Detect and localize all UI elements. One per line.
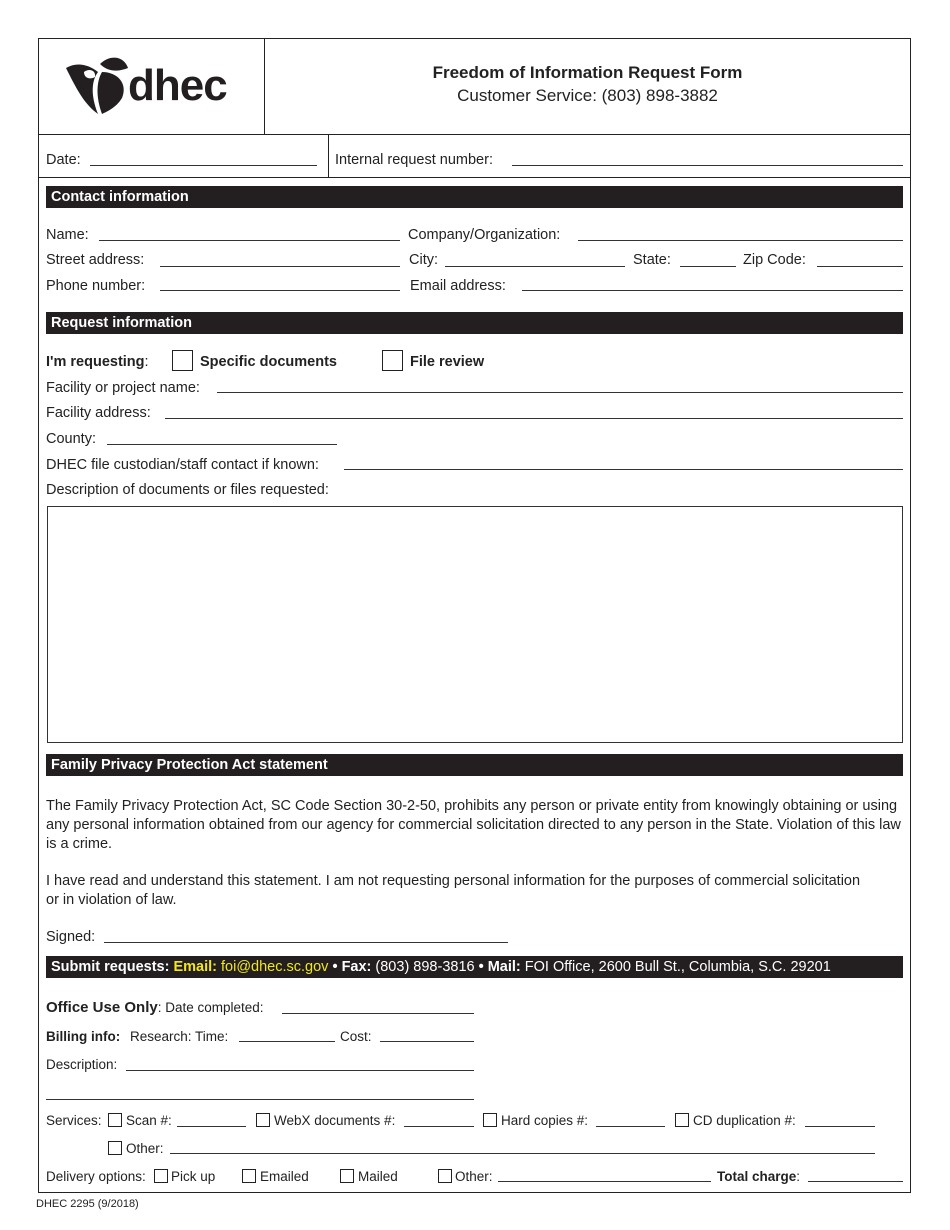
- webx-label: WebX documents #:: [274, 1113, 396, 1128]
- specific-documents-checkbox[interactable]: [172, 350, 193, 371]
- scan-checkbox[interactable]: [108, 1113, 122, 1127]
- cost-label: Cost:: [340, 1029, 372, 1044]
- privacy-paragraph-2: I have read and understand this statement. I am not requesting personal information for the purposes of commercial solicitation or in violation of law.: [46, 873, 861, 908]
- date-field[interactable]: [90, 165, 317, 166]
- internal-request-field[interactable]: [512, 165, 903, 166]
- street-label: Street address:: [46, 252, 145, 268]
- request-heading: Request information: [46, 312, 903, 334]
- research-time-field[interactable]: [239, 1041, 335, 1042]
- pickup-checkbox[interactable]: [154, 1169, 168, 1183]
- state-label: State:: [633, 252, 671, 268]
- office-description-field-2[interactable]: [46, 1099, 474, 1100]
- date-row-divider: [328, 134, 329, 177]
- delivery-other-checkbox[interactable]: [438, 1169, 452, 1183]
- requesting-label: [46, 354, 149, 370]
- delivery-other-field[interactable]: [498, 1181, 711, 1182]
- cd-checkbox[interactable]: [675, 1113, 689, 1127]
- specific-documents-label: Specific documents: [200, 354, 337, 370]
- email-label: Email address:: [410, 278, 506, 294]
- billing-row: [46, 1029, 120, 1044]
- requesting-text: I'm requesting: [46, 354, 145, 370]
- total-charge-field[interactable]: [808, 1181, 903, 1182]
- research-time-label: Research: Time:: [130, 1029, 229, 1044]
- date-completed-field[interactable]: [282, 1013, 474, 1014]
- name-label: Name:: [46, 227, 89, 243]
- billing-label: Billing info:: [46, 1029, 121, 1044]
- header-divider-horizontal: [38, 134, 911, 135]
- webx-field[interactable]: [404, 1126, 474, 1127]
- mailed-label: Mailed: [358, 1169, 398, 1184]
- email-field[interactable]: [522, 290, 903, 291]
- name-field[interactable]: [99, 240, 400, 241]
- mail-label: • Mail:: [478, 959, 521, 975]
- phone-label: Phone number:: [46, 278, 146, 294]
- privacy-heading: Family Privacy Protection Act statement: [46, 754, 903, 776]
- zip-field[interactable]: [817, 266, 903, 267]
- fax-number: (803) 898-3816: [371, 959, 479, 975]
- privacy-paragraph-1: The Family Privacy Protection Act, SC Code Section 30-2-50, prohibits any person or private entity from knowingly obtaining or using any personal information obtained from our agency for commercial solicitation directed to any person in the State. Violation of this law is a crime.: [46, 798, 901, 852]
- mailed-checkbox[interactable]: [340, 1169, 354, 1183]
- description-label: Description of documents or files requested:: [46, 482, 329, 498]
- date-row-bottom: [38, 177, 911, 178]
- submit-label: Submit requests:: [51, 959, 170, 975]
- county-field[interactable]: [107, 444, 337, 445]
- date-label: Date:: [46, 152, 81, 168]
- facility-address-label: Facility address:: [46, 405, 151, 421]
- facility-field[interactable]: [217, 392, 903, 393]
- county-label: County:: [46, 431, 96, 447]
- internal-request-label: Internal request number:: [335, 152, 493, 168]
- total-charge-colon: :: [796, 1169, 801, 1184]
- requesting-colon: :: [144, 354, 149, 370]
- total-charge-text: Total charge: [717, 1169, 797, 1184]
- street-field[interactable]: [160, 266, 400, 267]
- service-other-field[interactable]: [170, 1153, 875, 1154]
- delivery-label: Delivery options:: [46, 1169, 146, 1184]
- office-use-label: Office Use Only: [46, 999, 158, 1016]
- cd-label: CD duplication #:: [693, 1113, 796, 1128]
- state-field[interactable]: [680, 266, 736, 267]
- zip-label: Zip Code:: [743, 252, 806, 268]
- hard-copies-checkbox[interactable]: [483, 1113, 497, 1127]
- hard-copies-field[interactable]: [596, 1126, 665, 1127]
- cd-field[interactable]: [805, 1126, 875, 1127]
- fax-label: • Fax:: [328, 959, 372, 975]
- signature-field[interactable]: [104, 942, 508, 943]
- service-other-checkbox[interactable]: [108, 1141, 122, 1155]
- mail-address: FOI Office, 2600 Bull St., Columbia, S.C. 29201: [520, 959, 831, 975]
- services-label: Services:: [46, 1113, 102, 1128]
- file-review-checkbox[interactable]: [382, 350, 403, 371]
- facility-label: Facility or project name:: [46, 380, 200, 396]
- file-review-label: File review: [410, 354, 485, 370]
- facility-address-field[interactable]: [165, 418, 903, 419]
- service-other-label: Other:: [126, 1141, 164, 1156]
- scan-field[interactable]: [177, 1126, 246, 1127]
- customer-service: Customer Service: (803) 898-3882: [457, 86, 718, 105]
- date-completed-label: : Date completed:: [157, 1000, 264, 1015]
- scan-label: Scan #:: [126, 1113, 172, 1128]
- total-charge-label: [717, 1169, 800, 1184]
- dhec-logo: [62, 50, 242, 120]
- delivery-other-label: Other:: [455, 1169, 493, 1184]
- company-label: Company/Organization:: [408, 227, 561, 243]
- form-title: Freedom of Information Request Form: [432, 63, 743, 82]
- emailed-label: Emailed: [260, 1169, 309, 1184]
- submit-email[interactable]: foi@dhec.sc.gov: [221, 959, 329, 975]
- office-use-row: [46, 999, 264, 1016]
- form-number: DHEC 2295 (9/2018): [36, 1198, 139, 1210]
- email-label-submit: Email:: [173, 959, 217, 975]
- custodian-label: DHEC file custodian/staff contact if known:: [46, 457, 319, 473]
- custodian-field[interactable]: [344, 469, 903, 470]
- phone-field[interactable]: [160, 290, 400, 291]
- office-description-label: Description:: [46, 1057, 118, 1072]
- logo-wordmark: dhec: [128, 61, 227, 110]
- signed-label: Signed:: [46, 929, 96, 945]
- emailed-checkbox[interactable]: [242, 1169, 256, 1183]
- submit-bar: [46, 956, 903, 978]
- city-label: City:: [409, 252, 438, 268]
- company-field[interactable]: [578, 240, 903, 241]
- pickup-label: Pick up: [171, 1169, 216, 1184]
- hard-copies-label: Hard copies #:: [501, 1113, 589, 1128]
- leaf-logo-icon: [62, 50, 132, 118]
- cost-field[interactable]: [380, 1041, 474, 1042]
- city-field[interactable]: [445, 266, 625, 267]
- description-textarea[interactable]: [47, 506, 903, 743]
- webx-checkbox[interactable]: [256, 1113, 270, 1127]
- office-description-field[interactable]: [126, 1070, 474, 1071]
- contact-heading: Contact information: [46, 186, 903, 208]
